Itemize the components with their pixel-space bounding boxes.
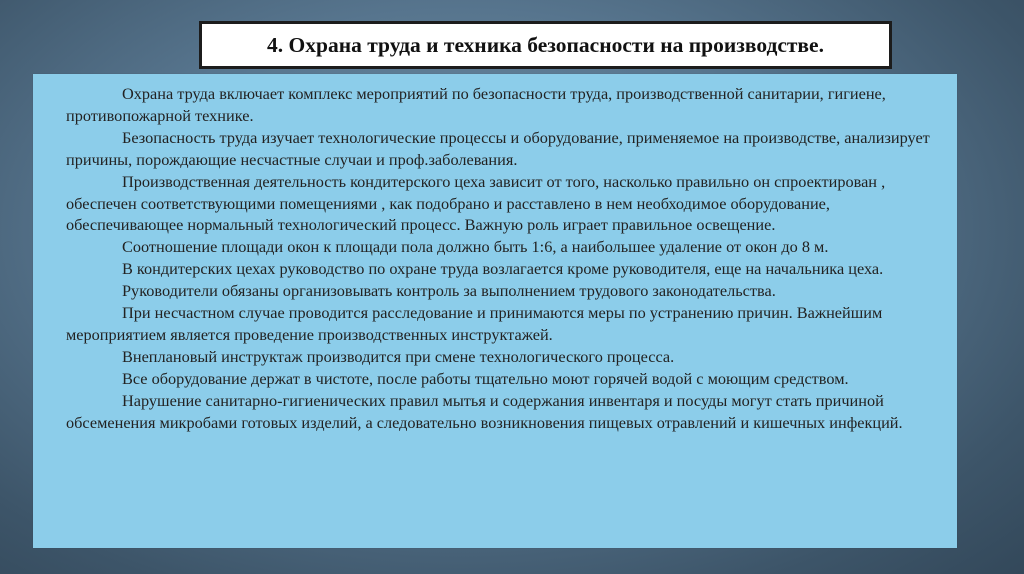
paragraph-equipment-cleaning: Все оборудование держат в чистоте, после работы тщательно моют горячей водой с моющим средством. <box>122 368 849 388</box>
slide-title: 4. Охрана труда и техника безопасности на производстве. <box>267 32 824 57</box>
paragraph-window-ratio: Соотношение площади окон к площади пола должно быть 1:6, а наибольшее удаление от окон до 8 м. <box>122 237 829 257</box>
paragraph-management: В кондитерских цехах руководство по охране труда возлагается кроме руководителя, еще на начальника цеха. <box>122 259 884 279</box>
paragraph-production-activity: Производственная деятельность кондитерского цеха зависит от того, насколько правильно он спроектирован , обеспечен соответствующими помещениями , как подобрано и расставлено в нем необходимое оборудование, обеспечивающее нормальный технологический процесс. Важную роль играет правильное освещение. <box>66 171 886 235</box>
paragraph-unscheduled-briefing: Внеплановый инструктаж производится при смене технологического процесса. <box>122 346 675 366</box>
paragraph-managers-duties: Руководители обязаны организовывать контроль за выполнением трудового законодательства. <box>122 281 776 301</box>
paragraph-accident: При несчастном случае проводится расследование и принимаются меры по устранению причин. Важнейшим мероприятием является проведение производственных инструктажей. <box>66 303 883 344</box>
paragraph-labor-protection: Охрана труда включает комплекс мероприятий по безопасности труда, производственной санитарии, гигиене, противопожарной технике. <box>66 84 886 125</box>
slide-title-box <box>199 21 892 69</box>
paragraph-work-safety: Безопасность труда изучает технологические процессы и оборудование, применяемое на производстве, анализирует причины, порождающие несчастные случаи и проф.заболевания. <box>66 127 930 169</box>
paragraph-sanitary-violations: Нарушение санитарно-гигиенических правил мытья и содержания инвентаря и посуды могут стать причиной обсеменения микробами готовых изделий, а следовательно возникновения пищевых отравлений и кишечных инфекций. <box>66 390 903 432</box>
content-panel <box>33 74 957 548</box>
